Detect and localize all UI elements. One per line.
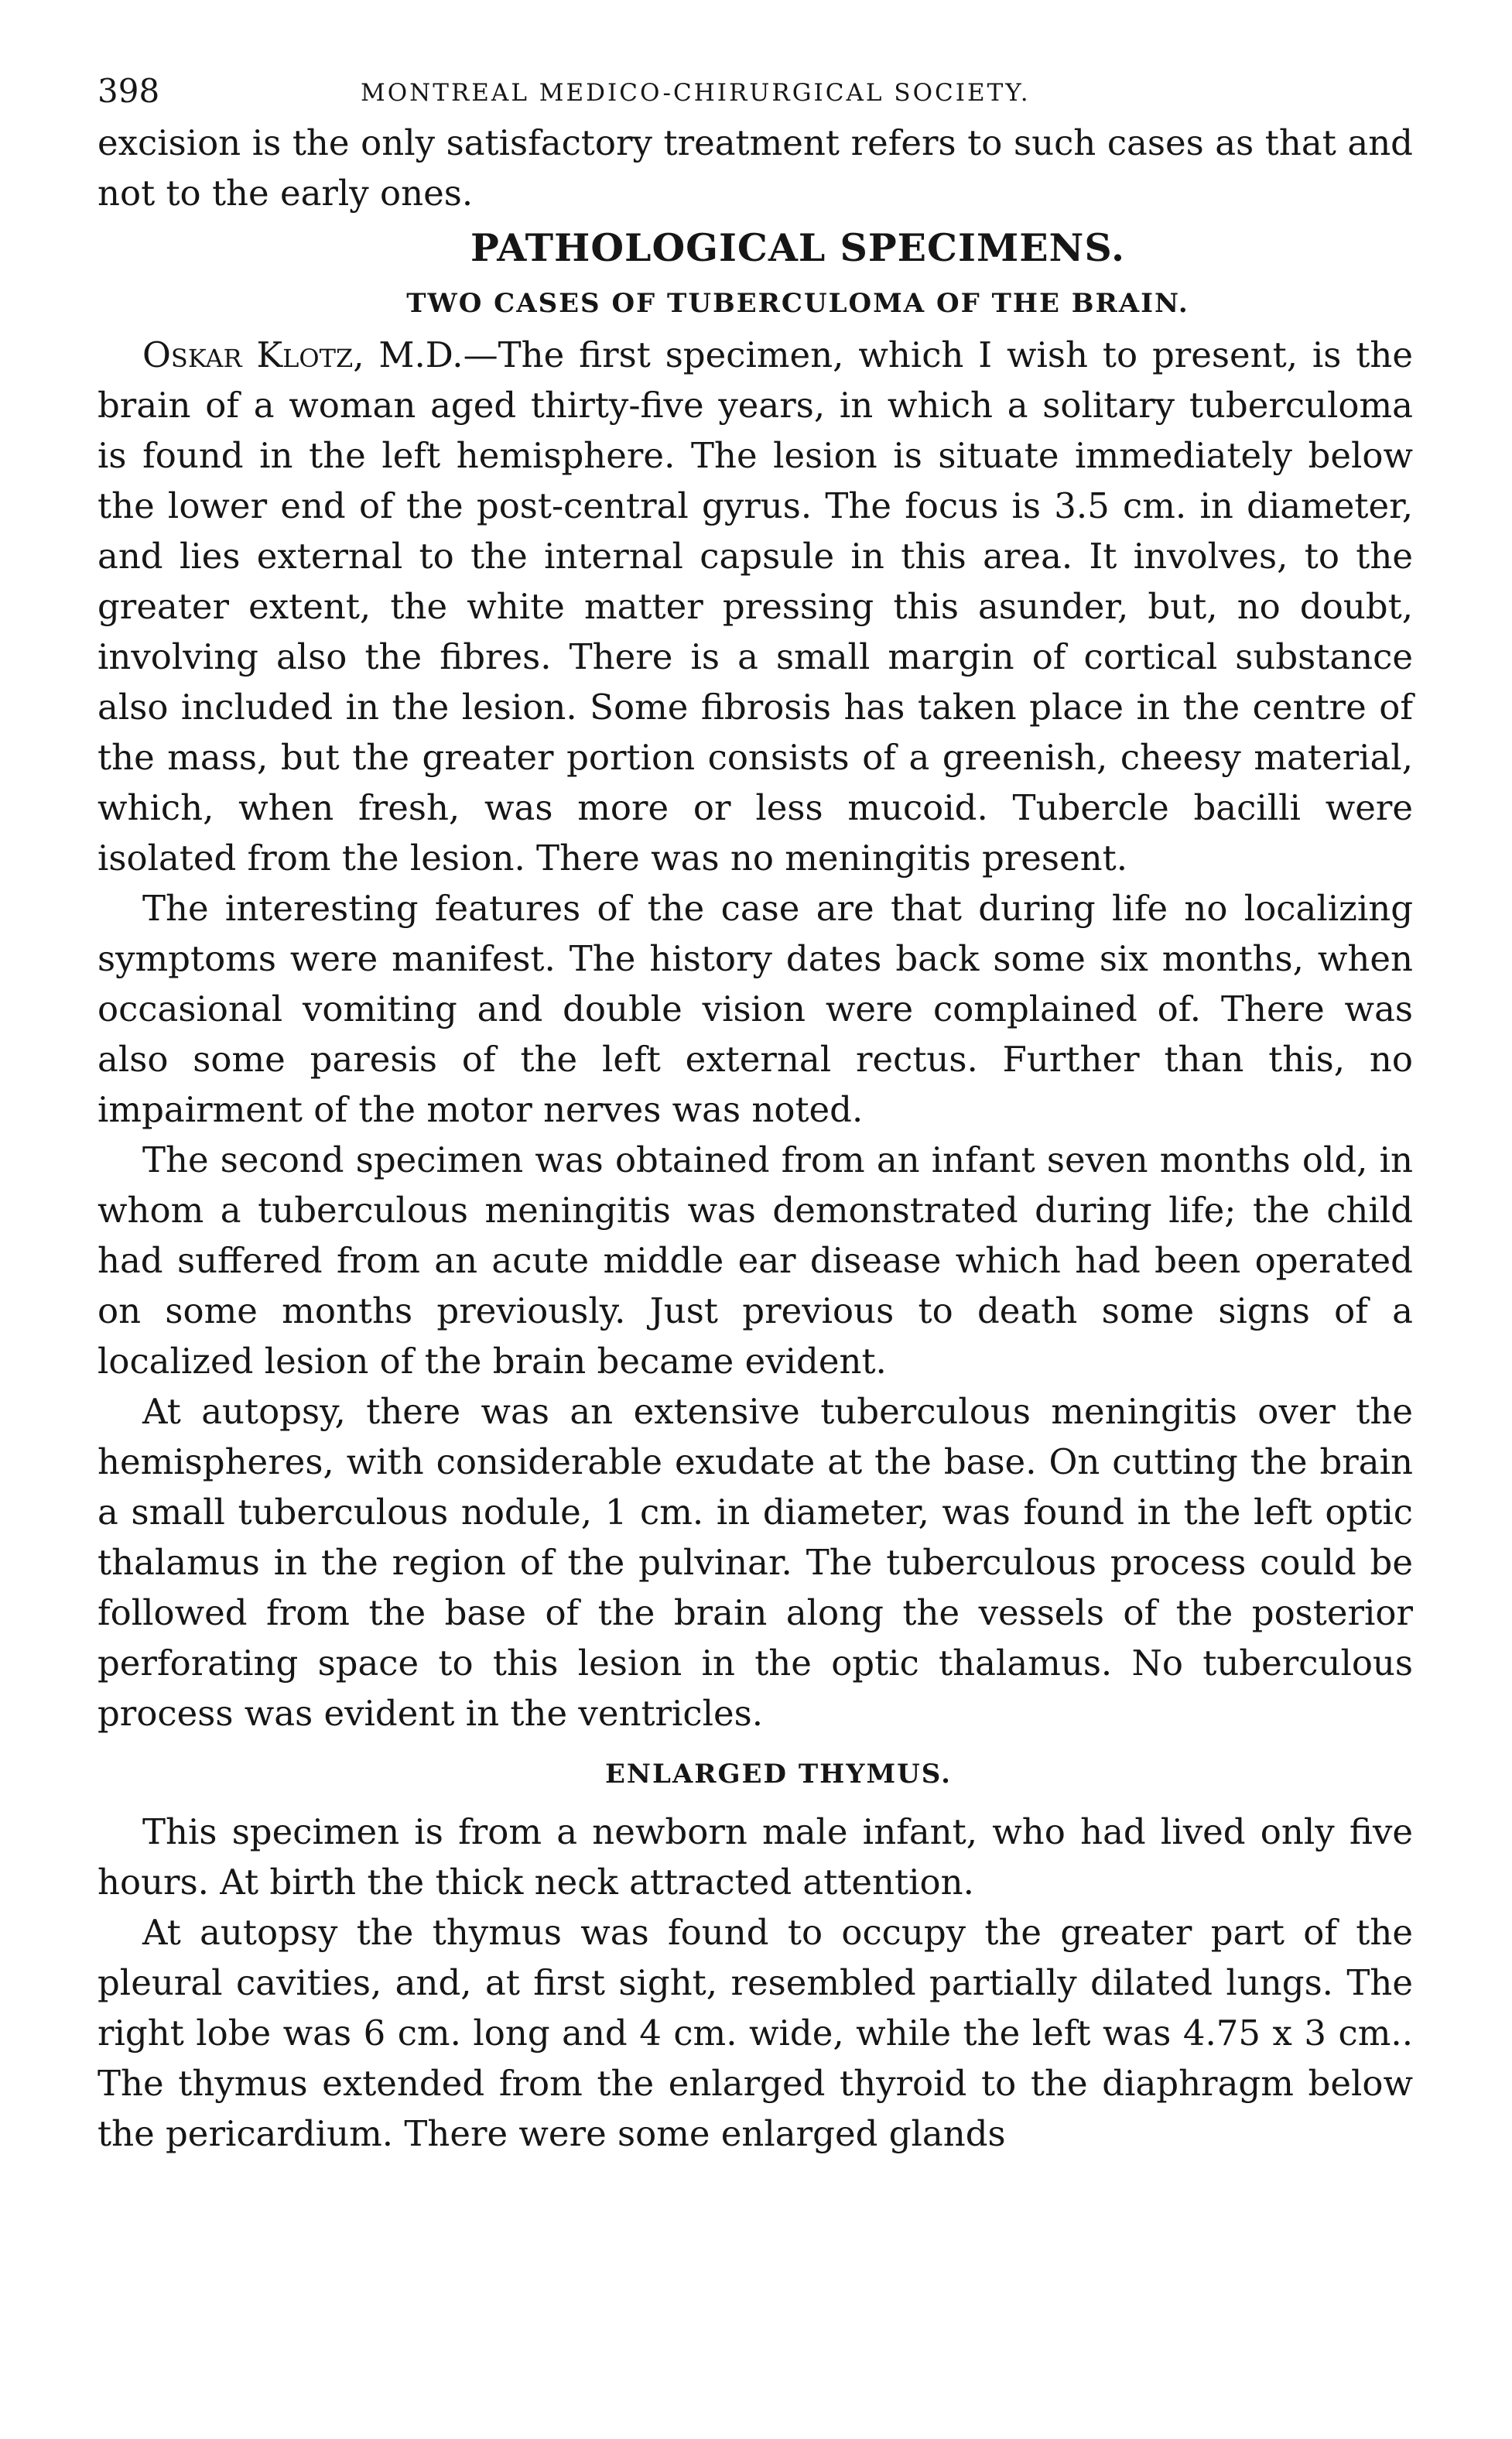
author-name: Oskar Klotz, M.D. bbox=[142, 334, 464, 375]
paragraph-tuberculoma-first-specimen bbox=[97, 330, 1413, 883]
book-page bbox=[97, 68, 1413, 2159]
paragraph-interesting-features: The interesting features of the case are that during life no localizing symptoms were manifest. The history dates back some six months, when occasional vomiting and double vision were complained of. There was also some paresis of the left external rectus. Further than this, no impairment of the motor nerves was noted. bbox=[97, 888, 1413, 1130]
page-number: 398 bbox=[97, 72, 160, 110]
running-header bbox=[97, 68, 1413, 115]
paragraph-text: —The first specimen, which I wish to present, is the brain of a woman aged thirty-five years, in which a solitary tuberculoma is found in the left hemisphere. The lesion is situate immediately below the lower end of the post-central gyrus. The focus is 3.5 cm. in diameter, and lies external to the internal capsule in this area. It involves, to the greater extent, the white matter pressing this asunder, but, no doubt, involving also the fibres. There is a small margin of cortical substance also included in the lesion. Some fibrosis has taken place in the centre of the mass, but the greater portion consists of a greenish, cheesy material, which, when fresh, was more or less mucoid. Tubercle bacilli were isolated from the lesion. There was no meningitis present. bbox=[97, 334, 1413, 879]
section-title: PATHOLOGICAL SPECIMENS. bbox=[470, 225, 1126, 270]
article-title-thymus: ENLARGED THYMUS. bbox=[605, 1759, 952, 1790]
paragraph-thymus-autopsy: At autopsy the thymus was found to occupy the greater part of the pleural cavities, and, at first sight, resembled partially dilated lungs. The right lobe was 6 cm. long and 4 cm. wide, while the left was 4.75 x 3 cm.. The thymus extended from the enlarged thyroid to the diaphragm below the pericardium. There were some enlarged glands bbox=[97, 1912, 1413, 2154]
running-title: MONTREAL MEDICO-CHIRURGICAL SOCIETY. bbox=[361, 79, 1031, 107]
continuation-paragraph: excision is the only satisfactory treatment refers to such cases as that and not to the early ones. bbox=[97, 122, 1413, 214]
paragraph-autopsy-findings: At autopsy, there was an extensive tuberculous meningitis over the hemispheres, with considerable exudate at the base. On cutting the brain a small tuberculous nodule, 1 cm. in diameter, was found in the left optic thalamus in the region of the pulvinar. The tuberculous process could be followed from the base of the brain along the vessels of the posterior perforating space to this lesion in the optic thalamus. No tuberculous process was evident in the ventricles. bbox=[97, 1391, 1413, 1734]
article-title-tuberculoma: TWO CASES OF TUBERCULOMA OF THE BRAIN. bbox=[406, 288, 1189, 319]
paragraph-second-specimen: The second specimen was obtained from an infant seven months old, in whom a tuberculous meningitis was demonstrated during life; the child had suffered from an acute middle ear disease which had been operated on some months previously. Just previous to death some signs of a localized lesion of the brain became evident. bbox=[97, 1139, 1413, 1382]
paragraph-thymus-specimen: This specimen is from a newborn male infant, who had lived only five hours. At birth the thick neck attracted attention. bbox=[97, 1811, 1413, 1903]
